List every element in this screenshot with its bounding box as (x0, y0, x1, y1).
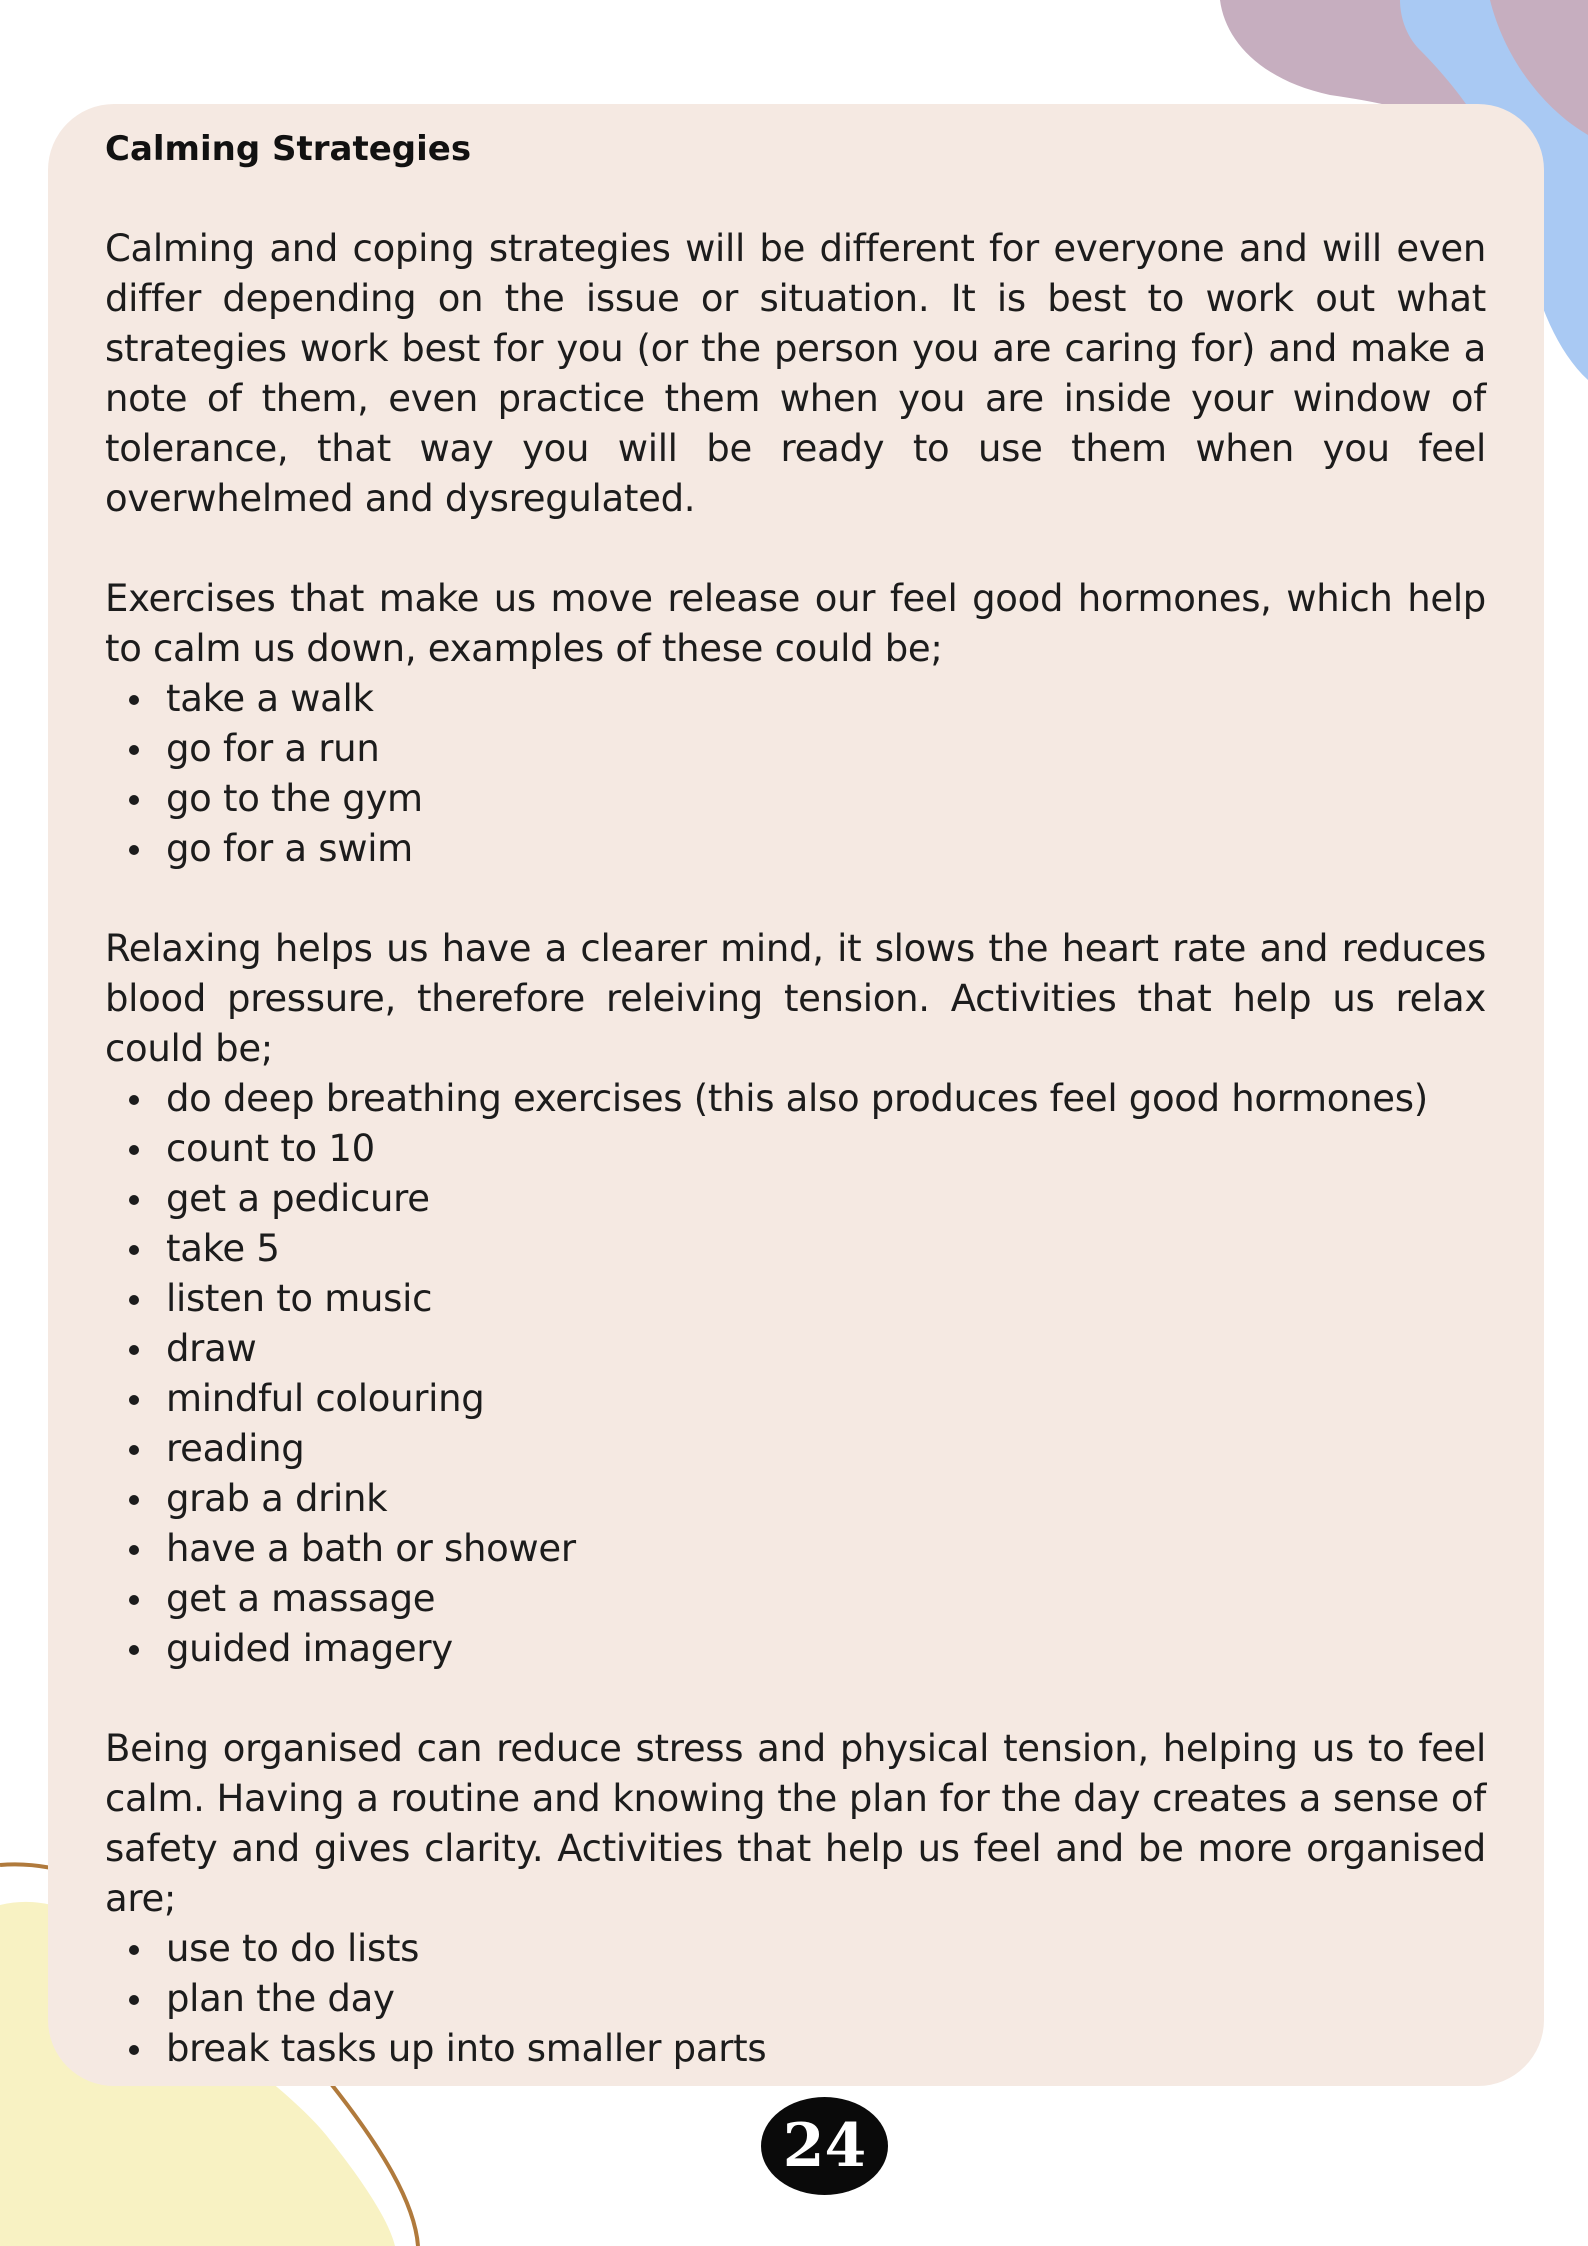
page-title: Calming Strategies (105, 129, 472, 169)
list-item: go to the gym (105, 774, 1486, 824)
list-item: listen to music (105, 1274, 1486, 1324)
list-item: get a pedicure (105, 1174, 1486, 1224)
relaxing-list (105, 1074, 1486, 1674)
page-number-badge (761, 2097, 888, 2195)
content-card (48, 104, 1544, 2086)
list-item: plan the day (105, 1974, 1486, 2024)
list-item: do deep breathing exercises (this also produces feel good hormones) (105, 1074, 1486, 1124)
exercise-list (105, 674, 1486, 874)
list-item: guided imagery (105, 1624, 1486, 1674)
organised-paragraph: Being organised can reduce stress and physical tension, helping us to feel calm. Having a routine and knowing the plan for the day creates a sense of safety and gives clarity. Activities that help us feel and be more organised are; (105, 1727, 1486, 1920)
list-item: get a massage (105, 1574, 1486, 1624)
list-item: use to do lists (105, 1924, 1486, 1974)
intro-paragraph: Calming and coping strategies will be different for everyone and will even differ depending on the issue or situation. It is best to work out what strategies work best for you (or the person you are caring for) and make a note of them, even practice them when you are inside your window of tolerance, that way you will be ready to use them when you feel overwhelmed and dysregulated. (105, 227, 1486, 520)
exercise-paragraph: Exercises that make us move release our feel good hormones, which help to calm us down, examples of these could be; (105, 577, 1486, 670)
list-item: grab a drink (105, 1474, 1486, 1524)
list-item: go for a swim (105, 824, 1486, 874)
list-item: break tasks up into smaller parts (105, 2024, 1486, 2074)
organised-list (105, 1924, 1486, 2074)
page-number: 24 (782, 2111, 867, 2181)
list-item: take a walk (105, 674, 1486, 724)
list-item: draw (105, 1324, 1486, 1374)
list-item: go for a run (105, 724, 1486, 774)
relaxing-paragraph: Relaxing helps us have a clearer mind, it slows the heart rate and reduces blood pressure, therefore releiving tension. Activities that help us relax could be; (105, 927, 1486, 1070)
list-item: have a bath or shower (105, 1524, 1486, 1574)
list-item: count to 10 (105, 1124, 1486, 1174)
list-item: take 5 (105, 1224, 1486, 1274)
list-item: mindful colouring (105, 1374, 1486, 1424)
list-item: reading (105, 1424, 1486, 1474)
